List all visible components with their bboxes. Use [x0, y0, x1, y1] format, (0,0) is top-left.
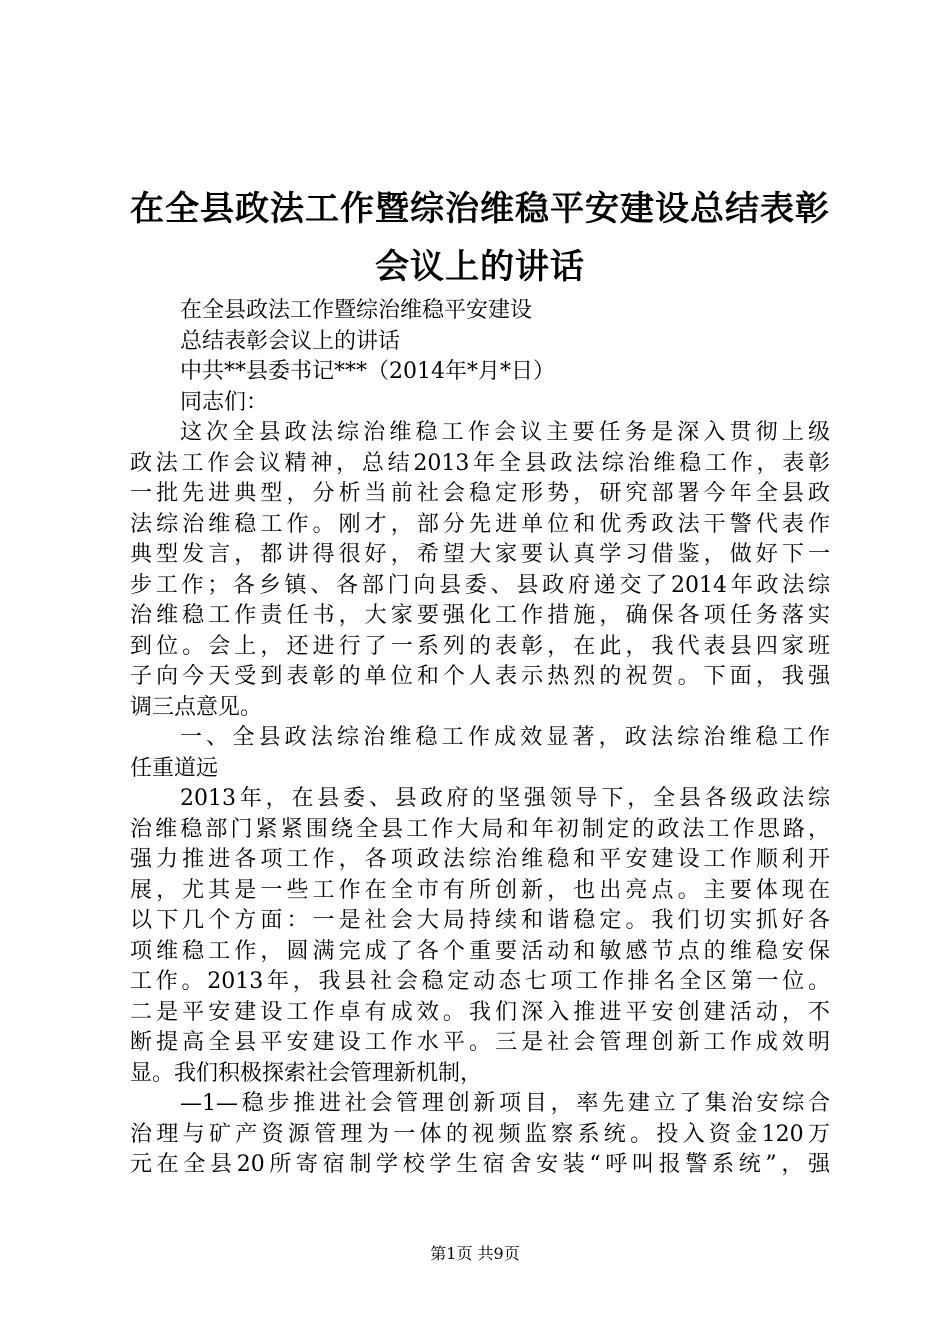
paragraph-line: 典型发言，都讲得很好，希望大家要认真学习借鉴，做好下一: [130, 542, 830, 567]
document-body: [130, 296, 830, 1181]
title-line: 在全县政法工作暨综治维稳平安建设总结表彰: [130, 189, 830, 229]
paragraph-line: 项维稳工作，圆满完成了各个重要活动和敏感节点的维稳安保: [130, 938, 830, 964]
paragraph-line: 一批先进典型，分析当前社会稳定形势，研究部署今年全县政: [130, 481, 830, 506]
paragraph-line: 2013年，在县委、县政府的坚强领导下，全县各级政法综: [180, 786, 830, 811]
section-heading: 任重道远: [130, 755, 219, 781]
section-heading: 一、全县政法综治维稳工作成效显著，政法综治维稳工作: [180, 725, 830, 750]
paragraph-line: 二是平安建设工作卓有成效。我们深入推进平安创建活动，不: [130, 999, 830, 1025]
paragraph-line: —1—稳步推进社会管理创新项目，率先建立了集治安综合: [180, 1091, 830, 1116]
salutation: 同志们：: [180, 389, 269, 415]
page-footer: 第1页 共9页: [430, 1244, 520, 1263]
document-title: [120, 180, 840, 296]
paragraph-line: 调三点意见。: [130, 694, 263, 720]
paragraph-line: 工作。2013年，我县社会稳定动态七项工作排名全区第一位。: [130, 969, 830, 994]
paragraph-line: 断提高全县平安建设工作水平。三是社会管理创新工作成效明: [130, 1030, 830, 1055]
paragraph-line: 元在全县20所寄宿制学校学生宿舍安装“呼叫报警系统”，强: [130, 1152, 830, 1177]
paragraph-line: 这次全县政法综治维稳工作会议主要任务是深入贯彻上级: [180, 420, 830, 445]
paragraph-line: 强力推进各项工作，各项政法综治维稳和平安建设工作顺利开: [130, 847, 830, 872]
paragraph-line: 法综治维稳工作。刚才，部分先进单位和优秀政法干警代表作: [130, 511, 830, 537]
paragraph-line: 治维稳工作责任书，大家要强化工作措施，确保各项任务落实: [130, 603, 830, 628]
paragraph-line: 显。我们积极探索社会管理新机制，: [130, 1060, 483, 1086]
header-line: 总结表彰会议上的讲话: [180, 328, 401, 354]
paragraph-line: 以下几个方面：一是社会大局持续和谐稳定。我们切实抓好各: [130, 908, 830, 933]
paragraph-line: 到位。会上，还进行了一系列的表彰，在此，我代表县四家班: [130, 633, 830, 659]
paragraph-line: 政法工作会议精神，总结2013年全县政法综治维稳工作，表彰: [130, 450, 830, 476]
header-line: 在全县政法工作暨综治维稳平安建设: [180, 298, 533, 323]
title-line: 会议上的讲话: [375, 247, 585, 287]
paragraph-line: 步工作；各乡镇、各部门向县委、县政府递交了2014年政法综: [130, 572, 830, 598]
paragraph-line: 展，尤其是一些工作在全市有所创新，也出亮点。主要体现在: [130, 877, 830, 903]
paragraph-line: 治维稳部门紧紧围绕全县工作大局和年初制定的政法工作思路，: [130, 816, 830, 842]
author-line: 中共**县委书记***（2014年*月*日）: [180, 359, 555, 384]
paragraph-line: 子向今天受到表彰的单位和个人表示热烈的祝贺。下面，我强: [130, 664, 830, 689]
paragraph-line: 治理与矿产资源管理为一体的视频监察系统。投入资金120万: [130, 1121, 830, 1147]
